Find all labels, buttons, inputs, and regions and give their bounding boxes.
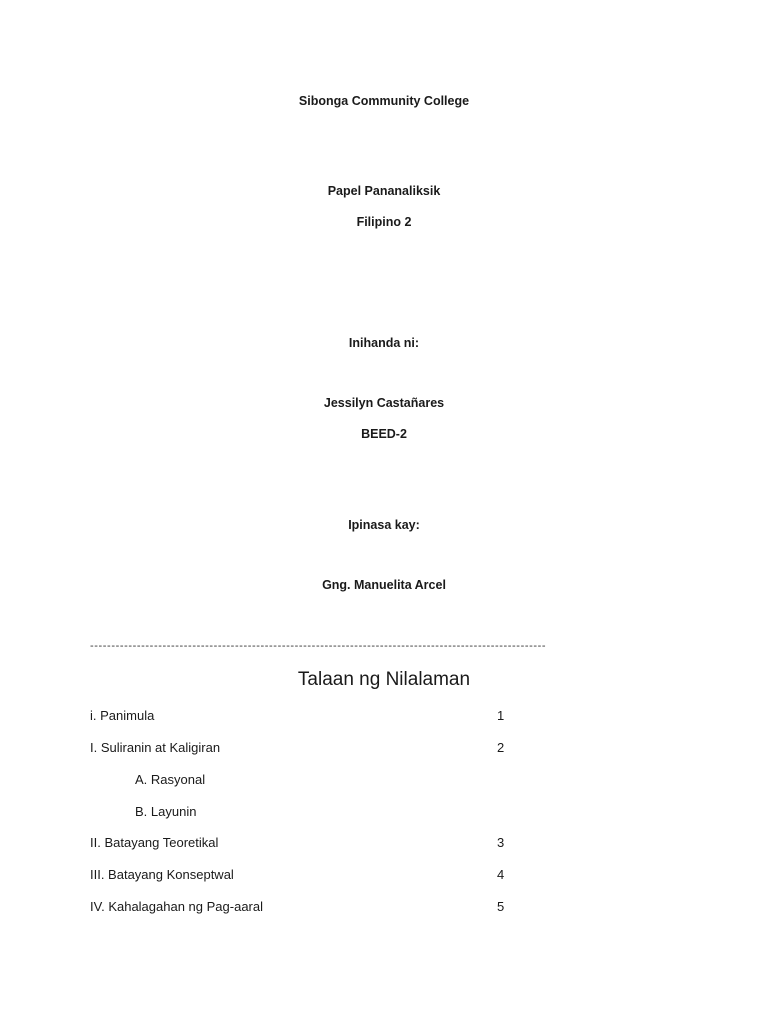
document-type: Papel Pananaliksik: [327, 184, 441, 198]
submitted-to-label: Ipinasa kay:: [348, 518, 420, 532]
course-name: BEED-2: [361, 427, 407, 441]
school-name: Sibonga Community College: [298, 94, 470, 108]
toc-entry-label: I. Suliranin at Kaligiran: [90, 740, 221, 755]
page-divider: -----------------------------------------------------------------------------------------------------------: [90, 640, 547, 652]
toc-entry-page: 1: [497, 708, 505, 723]
author-name: Jessilyn Castañares: [323, 396, 445, 410]
toc-entry-label: B. Layunin: [135, 804, 197, 819]
toc-entry-page: 3: [497, 835, 505, 850]
toc-entry-label: A. Rasyonal: [135, 772, 206, 787]
toc-entry-label: i. Panimula: [90, 708, 155, 723]
toc-entry-page: 5: [497, 899, 505, 914]
prepared-by-label: Inihanda ni:: [348, 336, 420, 350]
teacher-name: Gng. Manuelita Arcel: [322, 578, 446, 592]
toc-entry-label: IV. Kahalagahan ng Pag-aaral: [90, 899, 263, 914]
subject-name: Filipino 2: [356, 215, 412, 229]
toc-entry-label: II. Batayang Teoretikal: [90, 835, 219, 850]
toc-entry-label: III. Batayang Konseptwal: [90, 867, 234, 882]
toc-entry-page: 2: [497, 740, 505, 755]
toc-entry-page: 4: [497, 867, 505, 882]
toc-heading: Talaan ng Nilalaman: [297, 669, 471, 690]
